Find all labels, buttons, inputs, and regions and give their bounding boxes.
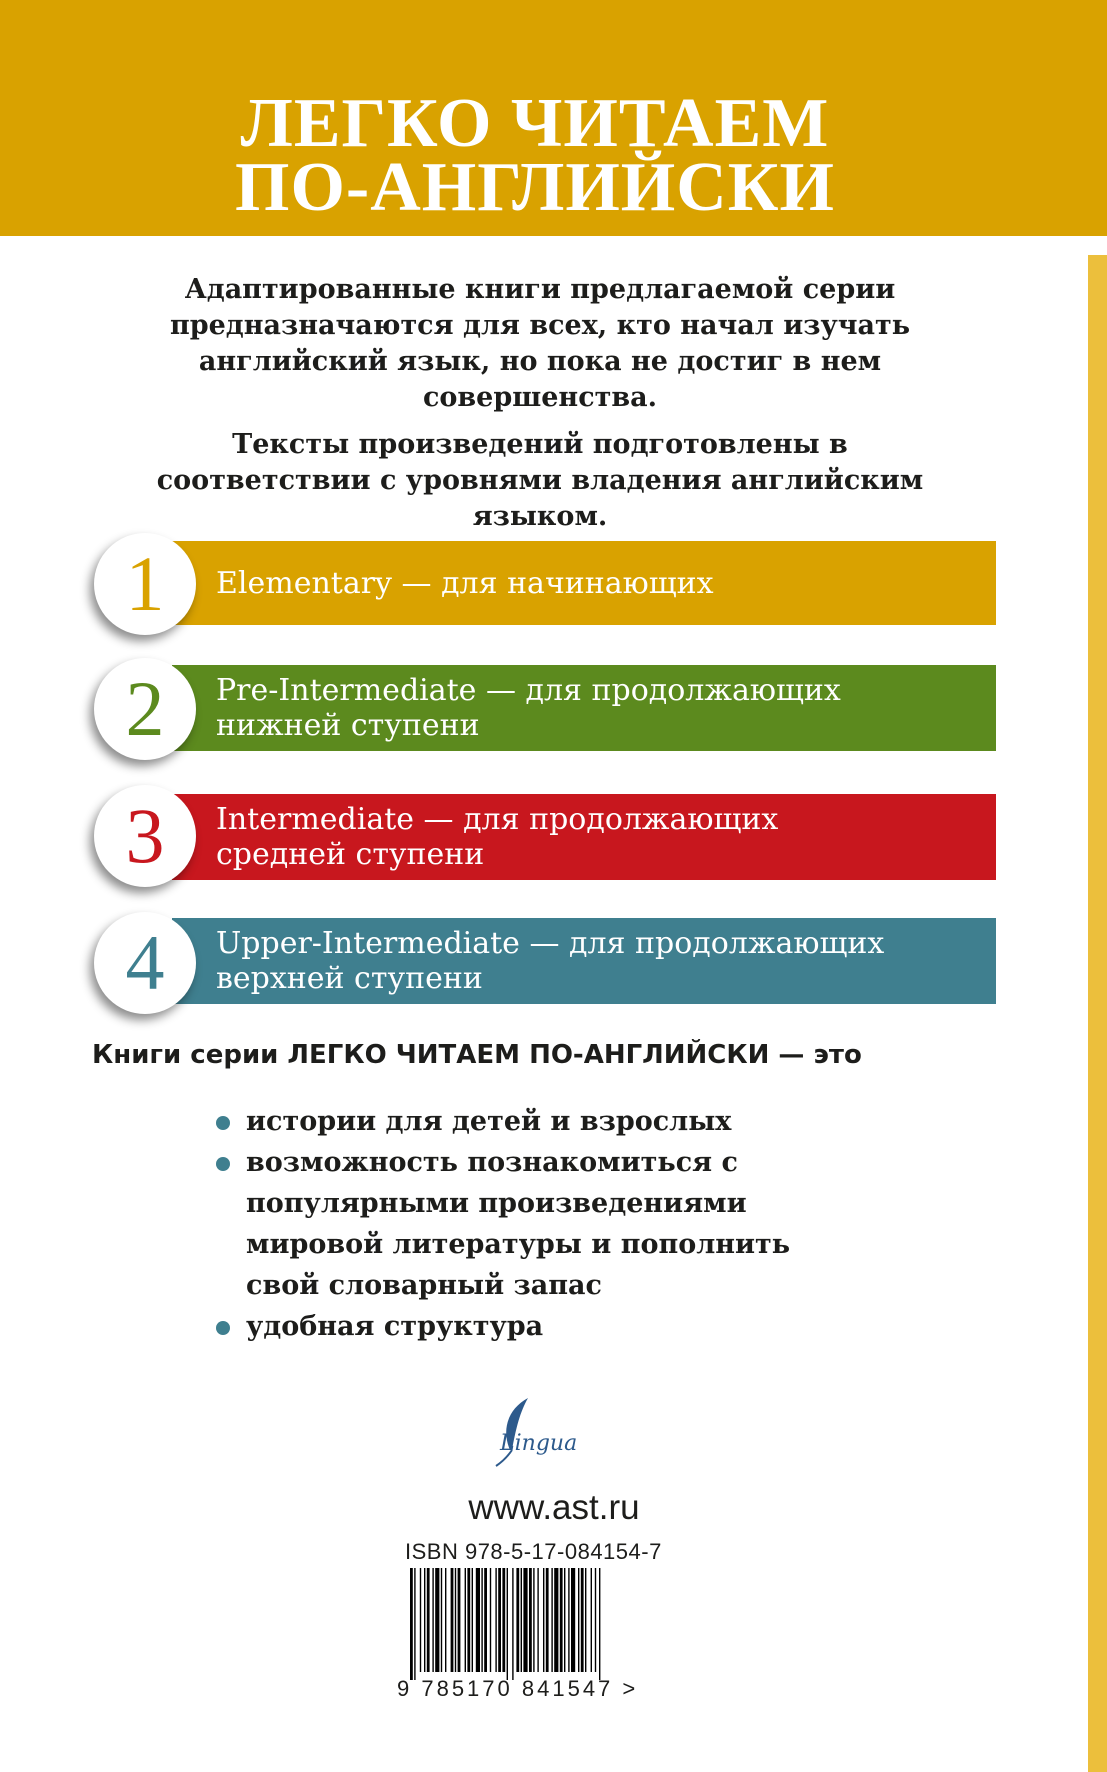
barcode-bar xyxy=(537,1568,538,1672)
barcode-bar xyxy=(581,1568,584,1672)
barcode-bar xyxy=(435,1568,439,1672)
barcode-bar xyxy=(578,1568,579,1672)
level-2-line-1: Pre-Intermediate — для продолжающих xyxy=(216,673,841,708)
barcode-bar xyxy=(484,1568,487,1672)
spine-strip xyxy=(1088,255,1107,1772)
barcode-bar xyxy=(424,1568,425,1672)
barcode-bar xyxy=(546,1568,549,1672)
barcode-bar xyxy=(465,1568,466,1672)
series-description-line: Книги серии ЛЕГКО ЧИТАЕМ ПО-АНГЛИЙСКИ — это xyxy=(92,1040,862,1070)
barcode xyxy=(404,1568,674,1688)
website-url: www.ast.ru xyxy=(468,1488,640,1527)
barcode-bar xyxy=(521,1568,522,1672)
barcode-bar xyxy=(551,1568,552,1672)
barcode-bar xyxy=(441,1568,442,1672)
barcode-bar xyxy=(455,1568,456,1672)
title-banner xyxy=(0,0,1107,236)
barcode-bar xyxy=(591,1568,592,1672)
bullet-dot-icon xyxy=(216,1157,230,1171)
barcode-bar xyxy=(467,1568,470,1672)
barcode-bar xyxy=(410,1568,413,1680)
list-item: удобная структура xyxy=(214,1306,1014,1347)
level-3-number: 3 xyxy=(94,785,196,887)
series-title-line-1: ЛЕГКО ЧИТАЕМ xyxy=(240,85,830,162)
barcode-bar xyxy=(533,1568,534,1672)
barcode-bar xyxy=(502,1568,505,1672)
barcode-bar xyxy=(568,1568,569,1672)
series-title xyxy=(0,85,1070,226)
barcode-digits: 9 785170 841547 > xyxy=(397,1676,639,1701)
level-3-line-2: средней ступени xyxy=(216,837,485,872)
bullet-dot-icon xyxy=(216,1321,230,1335)
barcode-bar xyxy=(523,1568,527,1672)
barcode-bar xyxy=(451,1568,454,1672)
series-title-line-2: ПО-АНГЛИЙСКИ xyxy=(235,149,835,226)
level-4-number: 4 xyxy=(94,912,196,1014)
barcode-bar xyxy=(585,1568,586,1672)
barcode-bar xyxy=(490,1568,491,1672)
barcode-bar xyxy=(595,1568,596,1672)
barcode-bar xyxy=(543,1568,544,1672)
barcode-bar xyxy=(414,1568,415,1680)
level-2-line-2: нижней ступени xyxy=(216,708,480,743)
isbn-text: ISBN 978-5-17-084154-7 xyxy=(405,1539,662,1564)
barcode-bar xyxy=(458,1568,461,1672)
level-2-number: 2 xyxy=(94,658,196,760)
level-3-line-1: Intermediate — для продолжающих xyxy=(216,802,779,837)
barcode-bar xyxy=(481,1568,482,1672)
barcode-bar xyxy=(529,1568,532,1672)
barcode-bar xyxy=(427,1568,430,1672)
list-item: возможность познакомиться с популярными произведениями мировой литературы и пополнить свой словарный запас xyxy=(214,1142,806,1306)
barcode-bar xyxy=(564,1568,565,1672)
intro-paragraph-2: Тексты произведений подготовлены в соответствии с уровнями владения английским языком. xyxy=(156,429,924,532)
barcode-bar xyxy=(432,1568,433,1672)
barcode-bar xyxy=(571,1568,575,1672)
barcode-bar xyxy=(495,1568,496,1672)
level-4-line-1: Upper-Intermediate — для продолжающих xyxy=(216,926,885,961)
logo-text: Lingua xyxy=(500,1431,578,1456)
barcode-bar xyxy=(498,1568,501,1672)
barcode-bar xyxy=(554,1568,558,1672)
level-band-3 xyxy=(172,794,996,880)
barcode-bar xyxy=(512,1568,513,1680)
feature-list xyxy=(214,1101,1014,1347)
list-item: истории для детей и взрослых xyxy=(214,1101,1014,1142)
level-band-2 xyxy=(172,665,996,751)
level-band-1 xyxy=(172,541,996,625)
barcode-bar xyxy=(599,1568,600,1680)
barcode-bar xyxy=(476,1568,480,1672)
level-1-number: 1 xyxy=(94,533,196,635)
publisher-logo xyxy=(472,1392,592,1472)
level-band-4 xyxy=(172,918,996,1004)
level-1-line-1: Elementary — для начинающих xyxy=(216,565,714,601)
level-4-line-2: верхней ступени xyxy=(216,961,483,996)
barcode-bar xyxy=(472,1568,473,1672)
intro-paragraph-1: Адаптированные книги предлагаемой серии предназначаются для всех, кто начал изучать английский язык, но пока не достиг в нем совершенства. xyxy=(169,274,911,413)
barcode-bar xyxy=(516,1568,519,1672)
barcode-bar xyxy=(420,1568,421,1672)
bullet-dot-icon xyxy=(216,1116,230,1130)
barcode-bar xyxy=(507,1568,508,1680)
barcode-bar xyxy=(560,1568,563,1672)
barcode-bar xyxy=(445,1568,446,1672)
